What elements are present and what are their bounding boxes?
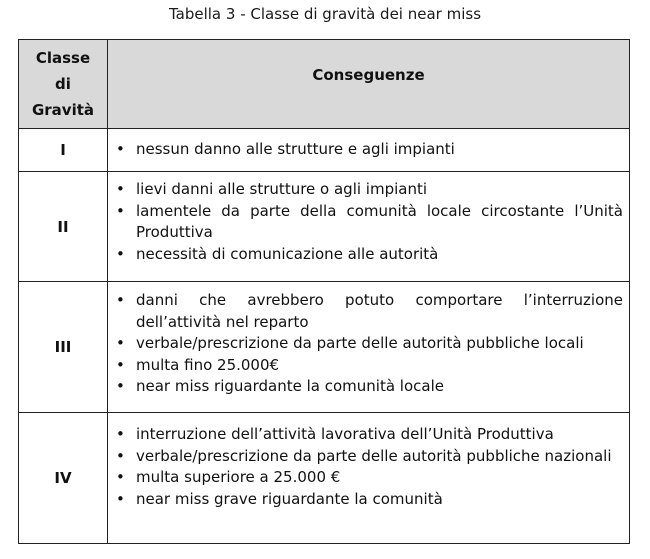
- list-item: [114, 201, 623, 244]
- table-row: [19, 282, 629, 413]
- consequences-cell: [108, 129, 629, 171]
- list-item: [114, 424, 623, 446]
- header-consequences-cell: [108, 40, 629, 128]
- list-item-text: interruzione dell’attività lavorativa dell’Unità Produttiva: [136, 425, 554, 443]
- bullet-icon: •: [116, 355, 125, 374]
- list-item: [114, 139, 623, 161]
- table-row: [19, 413, 629, 543]
- consequences-cell: [108, 282, 629, 412]
- consequences-list: [114, 424, 623, 510]
- class-cell: I: [19, 129, 108, 171]
- bullet-icon: •: [116, 334, 125, 352]
- list-item-text: multa superiore a 25.000 €: [136, 468, 341, 486]
- list-item-text: verbale/prescrizione da parte delle autorità pubbliche locali: [136, 334, 584, 352]
- list-item: [114, 244, 623, 266]
- consequences-list: [114, 139, 623, 161]
- bullet-icon: •: [116, 291, 125, 309]
- consequences-list: [114, 179, 623, 265]
- header-class-cell: [19, 40, 108, 128]
- list-item-text: multa fino 25.000€: [136, 355, 280, 374]
- severity-table: [18, 39, 630, 544]
- list-item: [114, 489, 623, 511]
- table-caption: Tabella 3 - Classe di gravità dei near miss: [168, 5, 482, 23]
- header-class-line: Gravità: [31, 101, 95, 119]
- table-header-row: [19, 40, 629, 129]
- list-item-text: near miss grave riguardante la comunità: [136, 489, 443, 508]
- list-item-text: necessità di comunicazione alle autorità: [136, 244, 439, 263]
- class-cell: IV: [19, 413, 108, 543]
- bullet-icon: •: [116, 425, 125, 443]
- bullet-icon: •: [116, 446, 125, 465]
- consequences-cell: [108, 413, 629, 543]
- bullet-icon: •: [116, 468, 125, 486]
- list-item-text: near miss riguardante la comunità locale: [136, 377, 444, 395]
- bullet-icon: •: [116, 244, 125, 263]
- list-item-text: nessun danno alle strutture e agli impianti: [136, 140, 455, 158]
- bullet-icon: •: [116, 140, 125, 158]
- table-row: [19, 129, 629, 172]
- list-item-text: lievi danni alle strutture o agli impianti: [136, 180, 428, 198]
- header-class-line: di: [55, 75, 71, 93]
- list-item-text: lamentele da parte della comunità locale circostante l’Unità Produttiva: [136, 201, 623, 241]
- header-consequences-label: Conseguenze: [312, 66, 425, 84]
- list-item: [114, 467, 623, 489]
- list-item: [114, 355, 623, 377]
- bullet-icon: •: [116, 201, 125, 220]
- bullet-icon: •: [116, 377, 125, 395]
- list-item: [114, 179, 623, 201]
- class-cell: III: [19, 282, 108, 412]
- list-item: [114, 376, 623, 398]
- consequences-list: [114, 290, 623, 398]
- consequences-cell: [108, 172, 629, 281]
- bullet-icon: •: [116, 180, 125, 198]
- table-row: [19, 172, 629, 282]
- list-item: [114, 333, 623, 355]
- bullet-icon: •: [116, 489, 125, 508]
- list-item: [114, 290, 623, 333]
- list-item-text: danni che avrebbero potuto comportare l’interruzione dell’attività nel reparto: [136, 291, 623, 331]
- list-item: [114, 446, 623, 468]
- class-cell: II: [19, 172, 108, 281]
- list-item-text: verbale/prescrizione da parte delle autorità pubbliche nazionali: [136, 446, 612, 465]
- header-class-line: Classe: [35, 49, 91, 67]
